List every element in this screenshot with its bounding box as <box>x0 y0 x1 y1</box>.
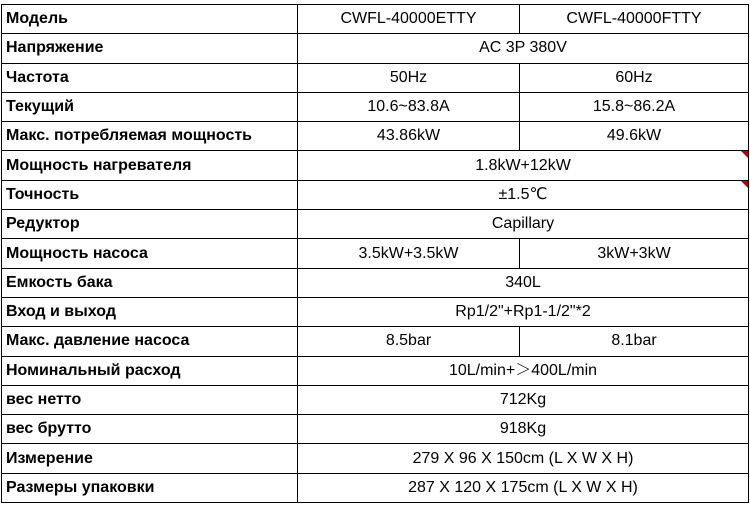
row-value-ftty: 60Hz <box>520 63 749 92</box>
table-row <box>2 444 749 473</box>
row-value-etty: 3.5kW+3.5kW <box>298 239 520 268</box>
row-label: вес нетто <box>2 385 298 414</box>
row-label: Частота <box>2 63 298 92</box>
row-value-etty: 10.6~83.8A <box>298 92 520 121</box>
table-row <box>2 239 749 268</box>
table-row <box>2 356 749 385</box>
row-value-merged: 340L <box>298 268 749 297</box>
table-row <box>2 268 749 297</box>
table-row <box>2 415 749 444</box>
row-label: Текущий <box>2 92 298 121</box>
table-row <box>2 151 749 180</box>
table-row <box>2 122 749 151</box>
row-label: Точность <box>2 180 298 209</box>
spec-table-body <box>2 5 749 503</box>
row-value-merged: Capillary <box>298 210 749 239</box>
row-value-merged: Rp1/2"+Rp1-1/2"*2 <box>298 297 749 326</box>
row-label: Макс. потребляемая мощность <box>2 122 298 151</box>
row-label: Мощность нагревателя <box>2 151 298 180</box>
row-value-etty: CWFL-40000ETTY <box>298 5 520 34</box>
row-label: Номинальный расход <box>2 356 298 385</box>
row-value-ftty: CWFL-40000FTTY <box>520 5 749 34</box>
comment-marker-icon <box>741 181 748 188</box>
row-value-merged: 918Kg <box>298 415 749 444</box>
comment-marker-icon <box>741 151 748 158</box>
row-value-ftty: 49.6kW <box>520 122 749 151</box>
row-value-ftty: 3kW+3kW <box>520 239 749 268</box>
row-label: Размеры упаковки <box>2 473 298 502</box>
row-label: Макс. давление насоса <box>2 327 298 356</box>
row-value-ftty: 15.8~86.2A <box>520 92 749 121</box>
table-row <box>2 5 749 34</box>
row-label: Напряжение <box>2 34 298 63</box>
row-label: Измерение <box>2 444 298 473</box>
table-row <box>2 210 749 239</box>
table-row <box>2 63 749 92</box>
row-value-merged: 10L/min+＞400L/min <box>298 356 749 385</box>
spec-table <box>1 4 749 503</box>
row-value-merged: AC 3P 380V <box>298 34 749 63</box>
row-value-etty: 43.86kW <box>298 122 520 151</box>
row-value-etty: 8.5bar <box>298 327 520 356</box>
row-label: Модель <box>2 5 298 34</box>
table-row <box>2 180 749 209</box>
row-label: Мощность насоса <box>2 239 298 268</box>
row-value-ftty: 8.1bar <box>520 327 749 356</box>
table-row <box>2 327 749 356</box>
row-value-merged: 1.8kW+12kW <box>298 151 749 180</box>
table-row <box>2 92 749 121</box>
table-row <box>2 34 749 63</box>
row-label: Емкость бака <box>2 268 298 297</box>
row-value-merged: 712Kg <box>298 385 749 414</box>
table-row <box>2 473 749 502</box>
row-value-etty: 50Hz <box>298 63 520 92</box>
row-label: вес брутто <box>2 415 298 444</box>
row-value-merged: 279 X 96 X 150cm (L X W X H) <box>298 444 749 473</box>
table-row <box>2 385 749 414</box>
table-row <box>2 297 749 326</box>
row-label: Вход и выход <box>2 297 298 326</box>
row-value-merged: ±1.5℃ <box>298 180 749 209</box>
row-value-merged: 287 X 120 X 175cm (L X W X H) <box>298 473 749 502</box>
row-label: Редуктор <box>2 210 298 239</box>
